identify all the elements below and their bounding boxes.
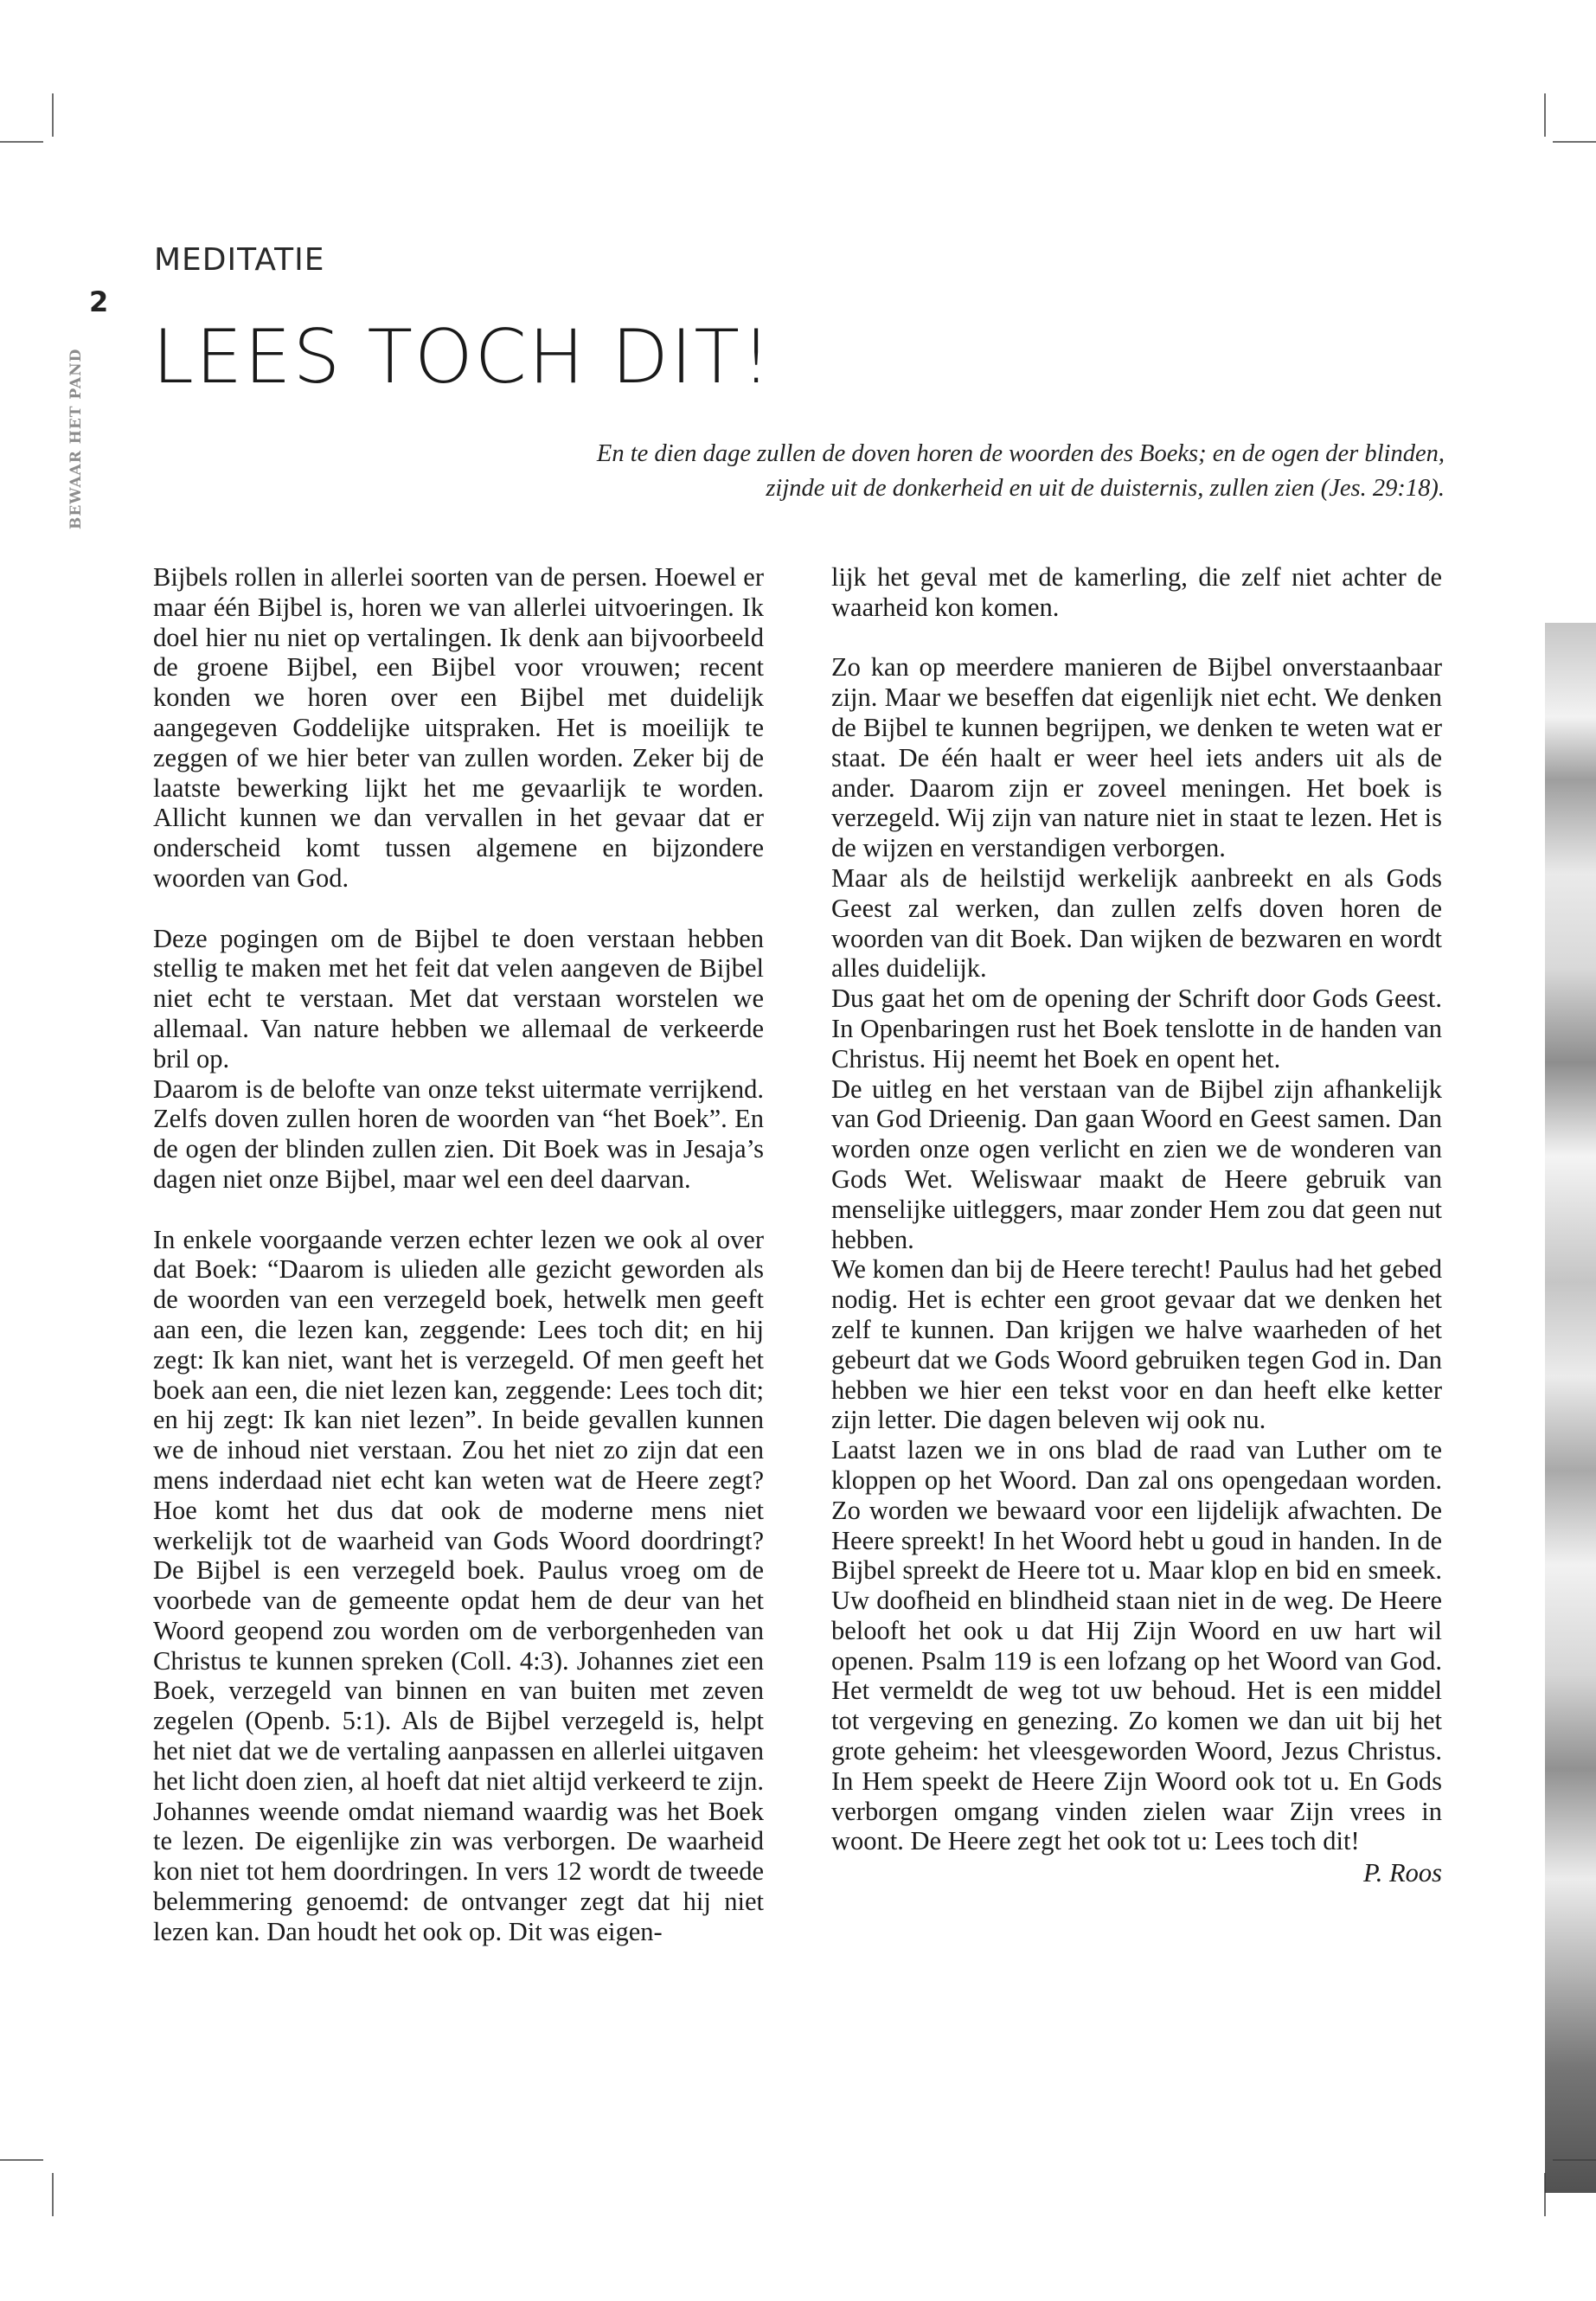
epigraph-line: zijnde uit de donkerheid en uit de duisternis, zullen zien (Jes. 29:18).: [766, 475, 1445, 502]
page-number: 2: [89, 285, 109, 318]
spine-running-head: BEWAAR HET PAND: [67, 348, 85, 529]
paragraph: We komen dan bij de Heere terecht! Paulus had het gebed nodig. Het is echter een groot gevaar dat we denken het zelf te kunnen. Dan krijgen we halve waarheden of het gebeurt dat we Gods Woord gebruiken tegen God in. Dan hebben we hier een tekst voor en dan heeft elke ketter zijn letter. Die dagen beleven wij ook nu.: [831, 1254, 1442, 1435]
crop-mark-bottom-left-vertical: [52, 2173, 54, 2216]
paragraph: Maar als de heilstijd werkelijk aanbreekt en als Gods Geest zal werken, dan zullen zelfs doven horen de woorden van dit Boek. Dan wijken de bezwaren en wordt alles duidelijk.: [831, 862, 1442, 984]
paragraph-gap: [153, 894, 764, 924]
crop-mark-top-left-vertical: [52, 93, 54, 137]
article-title: LEES TOCH DIT!: [152, 314, 773, 401]
paragraph-gap: [153, 1195, 764, 1225]
paragraph-gap: [831, 623, 1442, 653]
paragraph: Dus gaat het om de opening der Schrift door Gods Geest. In Openbaringen rust het Boek tenslotte in de handen van Christus. Hij neemt het Boek en opent het.: [831, 984, 1442, 1074]
crop-mark-top-right-horizontal: [1553, 141, 1596, 143]
author-signature: P. Roos: [1363, 1858, 1442, 1888]
crop-mark-top-left-horizontal: [0, 141, 43, 143]
paragraph: Daarom is de belofte van onze tekst uitermate verrijkend. Zelfs doven zullen horen de woorden van “het Boek”. En de ogen der blinden zullen zien. Dit Boek was in Jesaja’s dagen niet onze Bijbel, maar wel een deel daarvan.: [153, 1074, 764, 1194]
paragraph: Laatst lazen we in ons blad de raad van Luther om te kloppen op het Woord. Dan zal ons opengedaan worden. Zo worden we bewaard voor een lijdelijk afwachten. De Heere spreekt! In het Woord hebt u goud in handen. In de Bijbel spreekt de Heere tot u. Maar klop en bid en smeek. Uw doofheid en blindheid staan niet in de weg. De Heere belooft het ook u dat Hij Zijn Woord en uw hart wil openen. Psalm 119 is een lofzang op het Woord van God. Het vermeldt de weg tot uw behoud. Het is een middel tot vergeving en genezing. Zo komen we dan uit bij het grote geheim: het vleesgeworden Woord, Jezus Christus. In Hem speekt de Heere Zijn Woord ook tot u. En Gods verborgen omgang vinden zielen waar Zijn vrees in woont. De Heere zegt het ook tot u: Lees toch dit!: [831, 1435, 1442, 1856]
crop-mark-bottom-left-horizontal: [0, 2159, 43, 2161]
paragraph: Zo kan op meerdere manieren de Bijbel onverstaanbaar zijn. Maar we beseffen dat eigenlijk niet echt. We denken de Bijbel te kunnen begrijpen, we denken te weten wat er staat. De één haalt er weer heel iets anders uit als de ander. Daarom zijn er zoveel meningen. Het boek is verzegeld. Wij zijn van nature niet in staat te lezen. Het is de wijzen en verstandigen verborgen.: [831, 652, 1442, 863]
crop-mark-top-right-vertical: [1544, 93, 1546, 137]
bleed-photo-edge: [1545, 623, 1596, 2193]
epigraph: [407, 437, 1445, 506]
section-label: MEDITATIE: [154, 242, 325, 278]
paragraph: In enkele voorgaande verzen echter lezen we ook al over dat Boek: “Daarom is ulieden alle gezicht geworden als de woorden van een verzegeld boek, hetwelk men geeft aan een, die lezen kan, zeggende: Lees toch dit; en hij zegt: Ik kan niet, want het is verzegeld. Of men geeft het boek aan een, die niet lezen kan, zeggende: Lees toch dit; en hij zegt: Ik kan niet lezen”. In beide gevallen kunnen we de inhoud niet verstaan. Zou het niet zo zijn dat een mens inderdaad niet echt kan weten wat de Heere zegt? Hoe komt het dus dat ook de moderne mens niet werkelijk tot de waarheid van Gods Woord doordringt? De Bijbel is een verzegeld boek. Paulus vroeg om de voorbede van de gemeente opdat hem de deur van het Woord geopend zou worden om de verborgenheden van Christus te kunnen spreken (Coll. 4:3). Johannes ziet een Boek, verzegeld van binnen en van buiten met zeven zegelen (Openb. 5:1). Als de Bijbel verzegeld is, helpt het niet dat we de vertaling aanpassen en allerlei uitgaven het licht doen zien, al hoeft dat niet altijd verkeerd te zijn. Johannes weende omdat niemand waardig was het Boek te lezen. De eigenlijke zin was verborgen. De waarheid kon niet tot hem doordringen. In vers 12 wordt de tweede belemmering genoemd: de ontvanger zegt dat hij niet lezen kan. Dan houdt het ook op. Dit was eigen-: [153, 1224, 764, 1946]
paragraph: De uitleg en het verstaan van de Bijbel zijn afhankelijk van God Drieenig. Dan gaan Woord en Geest samen. Dan worden onze ogen verlicht en zien we de wonderen van Gods Wet. Weliswaar maakt de Heere gebruik van menselijke uitleggers, maar zonder Hem zou dat geen nut hebben.: [831, 1074, 1442, 1254]
body-column-left: [153, 562, 764, 1947]
body-column-right: [831, 562, 1442, 1888]
paragraph: Bijbels rollen in allerlei soorten van de persen. Hoewel er maar één Bijbel is, horen we van allerlei uitvoeringen. Ik doel hier nu niet op vertalingen. Ik denk aan bijvoorbeeld de groene Bijbel, een Bijbel voor vrouwen; recent konden we horen over een Bijbel met duidelijk aangegeven Goddelijke uitspraken. Het is moeilijk te zeggen of we hier beter van zullen worden. Zeker bij de laatste bewerking lijkt het me gevaarlijk te worden. Allicht kunnen we dan vervallen in het gevaar dat er onderscheid komt tussen algemene en bijzondere woorden van God.: [153, 562, 764, 893]
paragraph: lijk het geval met de kamerling, die zelf niet achter de waarheid kon komen.: [831, 562, 1442, 622]
paragraph: Deze pogingen om de Bijbel te doen verstaan hebben stellig te maken met het feit dat velen aangeven de Bijbel niet echt te verstaan. Met dat verstaan worstelen we allemaal. Van nature hebben we allemaal de verkeerde bril op.: [153, 923, 764, 1074]
epigraph-line: En te dien dage zullen de doven horen de woorden des Boeks; en de ogen der blinden,: [596, 440, 1445, 467]
